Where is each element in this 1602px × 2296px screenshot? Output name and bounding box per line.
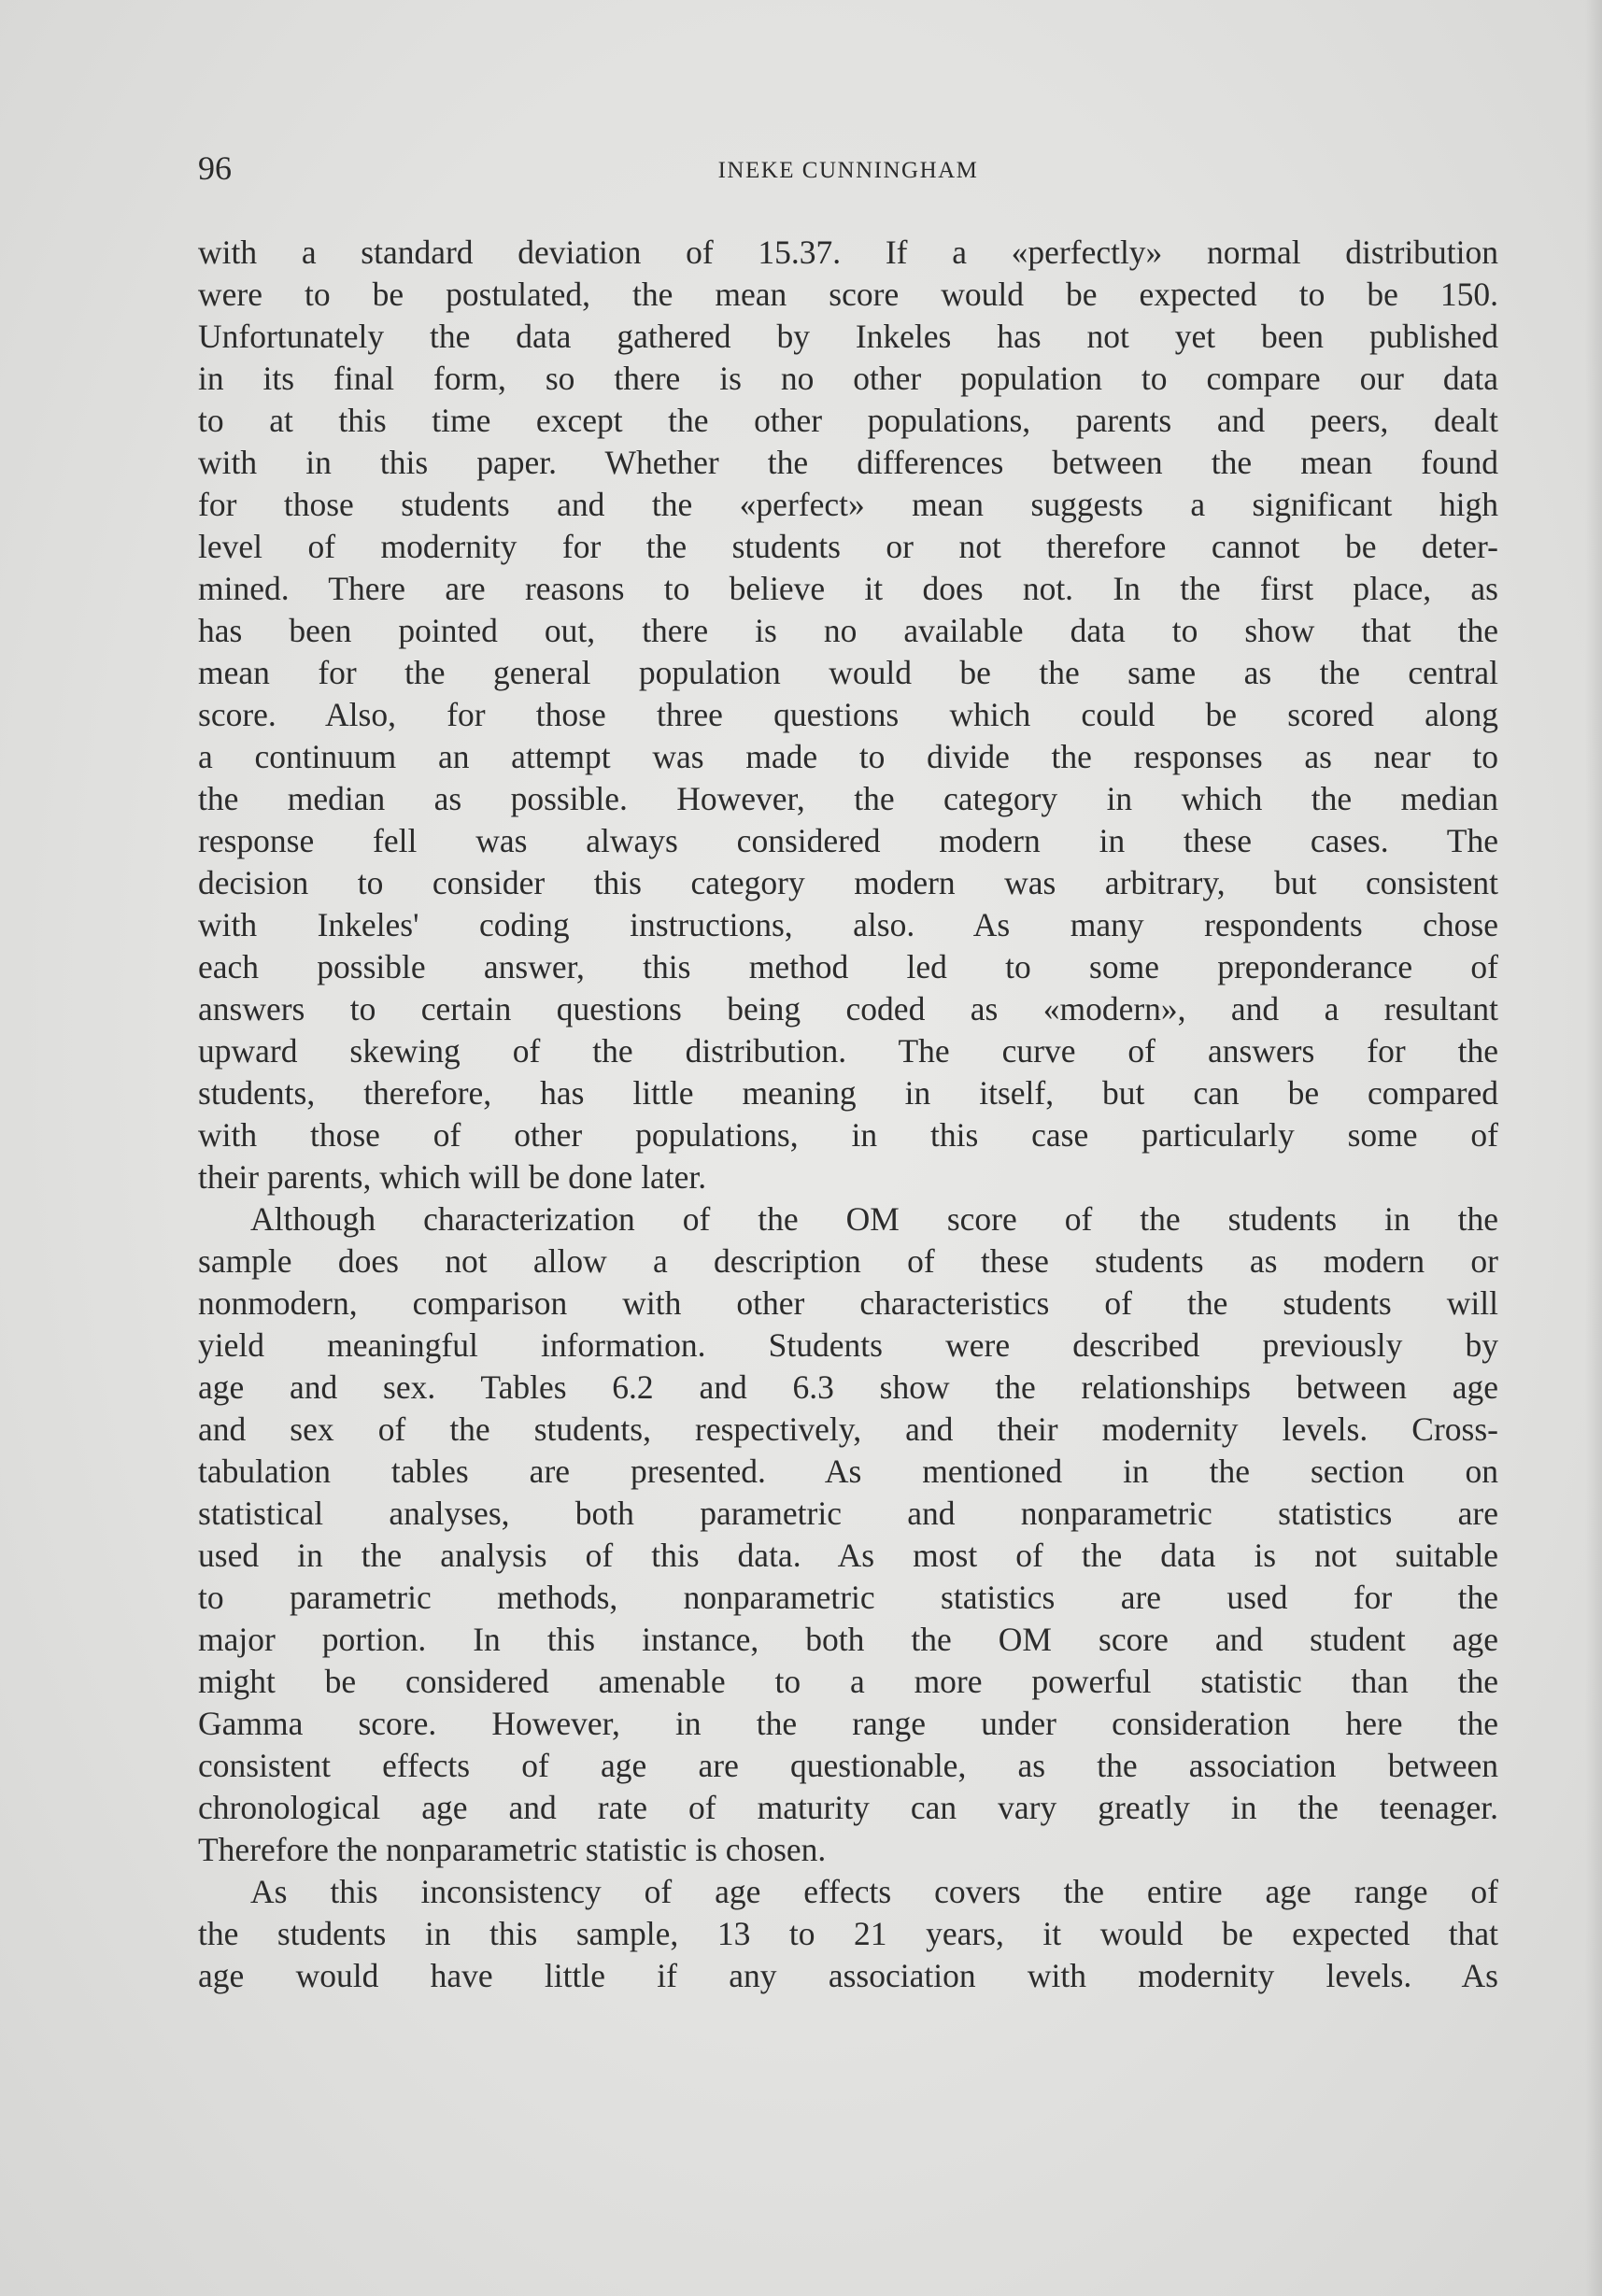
text-line: mean for the general population would be the same as the central	[198, 654, 1498, 691]
text-line: age would have little if any association with modernity levels. As	[198, 1957, 1498, 1994]
body-text	[198, 232, 1498, 1997]
text-line: with those of other populations, in this case particularly some of	[198, 1116, 1498, 1154]
text-line: sample does not allow a description of these students as modern or	[198, 1242, 1498, 1280]
text-line: with in this paper. Whether the differences between the mean found	[198, 444, 1498, 481]
text-line: Unfortunately the data gathered by Inkeles has not yet been published	[198, 318, 1498, 355]
text-line: might be considered amenable to a more powerful statistic than the	[198, 1663, 1498, 1700]
text-line: decision to consider this category modern was arbitrary, but consistent	[198, 864, 1498, 901]
text-line: their parents, which will be done later.	[198, 1158, 707, 1196]
text-line: the students in this sample, 13 to 21 years, it would be expected that	[198, 1915, 1498, 1952]
text-line: Although characterization of the OM score of the students in the	[250, 1200, 1498, 1238]
text-line: each possible answer, this method led to some preponderance of	[198, 948, 1498, 985]
text-line: yield meaningful information. Students were described previously by	[198, 1326, 1498, 1364]
text-line: the median as possible. However, the category in which the median	[198, 780, 1498, 817]
paragraph-1	[198, 232, 1498, 1198]
text-line: upward skewing of the distribution. The curve of answers for the	[198, 1032, 1498, 1070]
text-line: Therefore the nonparametric statistic is chosen.	[198, 1831, 827, 1868]
text-line: mined. There are reasons to believe it does not. In the first place, as	[198, 570, 1498, 607]
text-line: used in the analysis of this data. As most of the data is not suitable	[198, 1537, 1498, 1574]
text-line: score. Also, for those three questions which could be scored along	[198, 696, 1498, 733]
text-line: for those students and the «perfect» mean suggests a significant high	[198, 486, 1498, 523]
page-header	[198, 149, 1498, 206]
text-line: Gamma score. However, in the range under consideration here the	[198, 1705, 1498, 1742]
text-line: to parametric methods, nonparametric statistics are used for the	[198, 1579, 1498, 1616]
paragraph-2	[198, 1198, 1498, 1871]
text-line: were to be postulated, the mean score would be expected to be 150.	[198, 276, 1498, 313]
text-line: age and sex. Tables 6.2 and 6.3 show the relationships between age	[198, 1368, 1498, 1406]
paragraph-3	[198, 1871, 1498, 1997]
running-head: INEKE CUNNINGHAM	[717, 158, 979, 183]
text-line: and sex of the students, respectively, and their modernity levels. Cross-	[198, 1410, 1498, 1448]
text-line: chronological age and rate of maturity can vary greatly in the teenager.	[198, 1789, 1498, 1826]
text-line: students, therefore, has little meaning in itself, but can be compared	[198, 1074, 1498, 1112]
text-line: in its final form, so there is no other population to compare our data	[198, 360, 1498, 397]
text-line: a continuum an attempt was made to divide the responses as near to	[198, 738, 1498, 775]
text-line: major portion. In this instance, both the OM score and student age	[198, 1621, 1498, 1658]
text-line: statistical analyses, both parametric and nonparametric statistics are	[198, 1495, 1498, 1532]
text-line: response fell was always considered modern in these cases. The	[198, 822, 1498, 859]
text-line: level of modernity for the students or not therefore cannot be deter-	[198, 528, 1498, 565]
text-line: has been pointed out, there is no available data to show that the	[198, 612, 1498, 649]
page-edge-shadow	[1585, 0, 1602, 2296]
text-line: to at this time except the other populations, parents and peers, dealt	[198, 402, 1498, 439]
text-line: As this inconsistency of age effects covers the entire age range of	[250, 1873, 1498, 1910]
page-number: 96	[198, 149, 232, 187]
text-line: nonmodern, comparison with other characteristics of the students will	[198, 1284, 1498, 1322]
text-line: consistent effects of age are questionable, as the association between	[198, 1747, 1498, 1784]
text-line: with Inkeles' coding instructions, also. As many respondents chose	[198, 906, 1498, 943]
text-line: answers to certain questions being coded as «modern», and a resultant	[198, 990, 1498, 1028]
text-line: tabulation tables are presented. As mentioned in the section on	[198, 1453, 1498, 1490]
text-line: with a standard deviation of 15.37. If a «perfectly» normal distribution	[198, 234, 1498, 271]
